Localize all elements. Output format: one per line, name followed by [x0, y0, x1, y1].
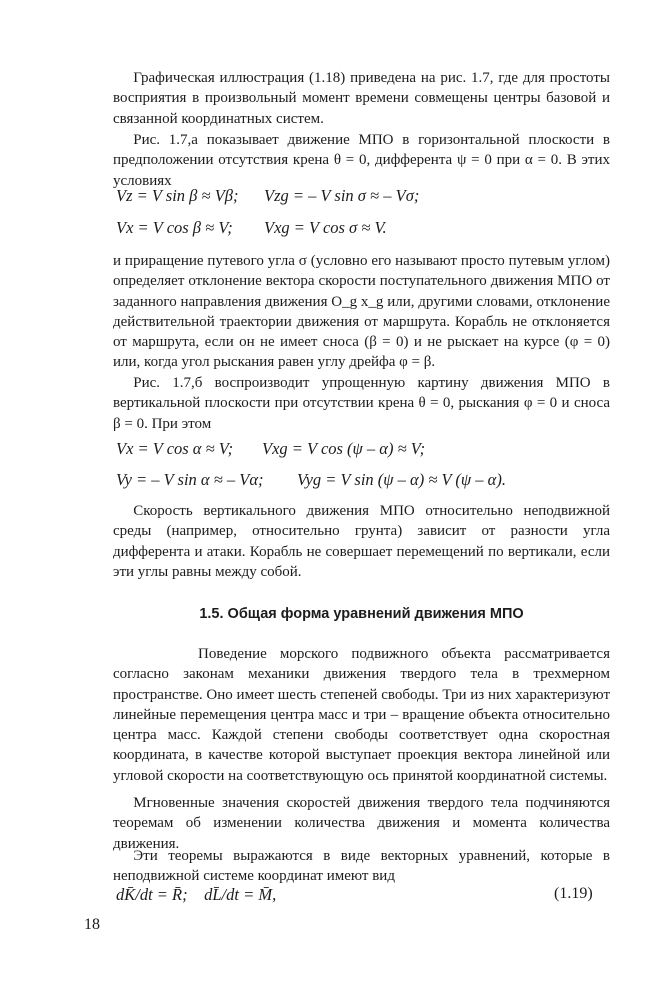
paragraph-3: и приращение путевого угла σ (условно его называют просто путевым углом) определяет отклонение вектора скорости поступательного движения МПО от заданного направления движения O_g x_g или, другими словами, отклонение действительной траектории движения от маршрута. Корабль не отклоняется от маршрута, если он не имеет сноса (β = 0) и не рыскает на курсе (φ = 0) или, когда угол рыскания равен углу дрейфа φ = β. [113, 253, 610, 371]
paragraph-2: Рис. 1.7,а показывает движение МПО в горизонтальной плоскости в предположении отсутствия крена θ = 0, дифферента ψ = 0 при α = 0. В этих условиях [113, 132, 610, 189]
equation-vyg: Vyg = V sin (ψ – α) ≈ V (ψ – α). [297, 470, 506, 489]
equation-momentum: dK̄/dt = R̄; dL̄/dt = M̄, [116, 885, 277, 904]
equation-vz: Vz = V sin β ≈ Vβ; [116, 186, 239, 205]
paragraph-8: Эти теоремы выражаются в виде векторных уравнений, которые в неподвижной системе координат имеют вид [113, 848, 610, 885]
equation-number: (1.19) [554, 885, 593, 902]
paragraph-7: Мгновенные значения скоростей движения твердого тела подчиняются теоремам об изменении количества движения и момента количества движения. [113, 795, 610, 852]
page-number: 18 [84, 916, 100, 933]
paragraph-4: Рис. 1.7,б воспроизводит упрощенную картину движения МПО в вертикальной плоскости при отсутствии крена θ = 0, рыскания φ = 0 и сноса β = 0. При этом [113, 375, 610, 432]
paragraph-1: Графическая иллюстрация (1.18) приведена на рис. 1.7, где для простоты восприятия в произвольный момент времени совмещены центры базовой и связанной координатных систем. [113, 70, 610, 127]
paragraph-6: Поведение морского подвижного объекта рассматривается согласно законам механики движения твердого тела в трехмерном пространстве. Оно имеет шесть степеней свободы. Три из них характеризуют линейные перемещения центра масс и три – вращение объекта относительно центра масс. Каждой степени свободы соответствует одна скоростная координата, в качестве которой выступает проекция вектора линейной или угловой скорости на соответствующую ось принятой координатной системы. [113, 646, 610, 784]
paragraph-5: Скорость вертикального движения МПО относительно неподвижной среды (например, относительно грунта) зависит от разности угла дифферента и атаки. Корабль не совершает перемещений по вертикали, если эти углы равны между собой. [113, 503, 610, 580]
equation-vy: Vy = – V sin α ≈ – Vα; [116, 470, 264, 489]
section-heading: 1.5. Общая форма уравнений движения МПО [199, 606, 524, 622]
equation-vx-2: Vx = V cos α ≈ V; [116, 439, 234, 458]
equation-vxg-2: Vxg = V cos (ψ – α) ≈ V; [262, 439, 426, 458]
equation-vxg: Vxg = V cos σ ≈ V. [264, 218, 387, 237]
equation-vzg: Vzg = – V sin σ ≈ – Vσ; [264, 186, 420, 205]
equation-vx: Vx = V cos β ≈ V; [116, 218, 233, 237]
